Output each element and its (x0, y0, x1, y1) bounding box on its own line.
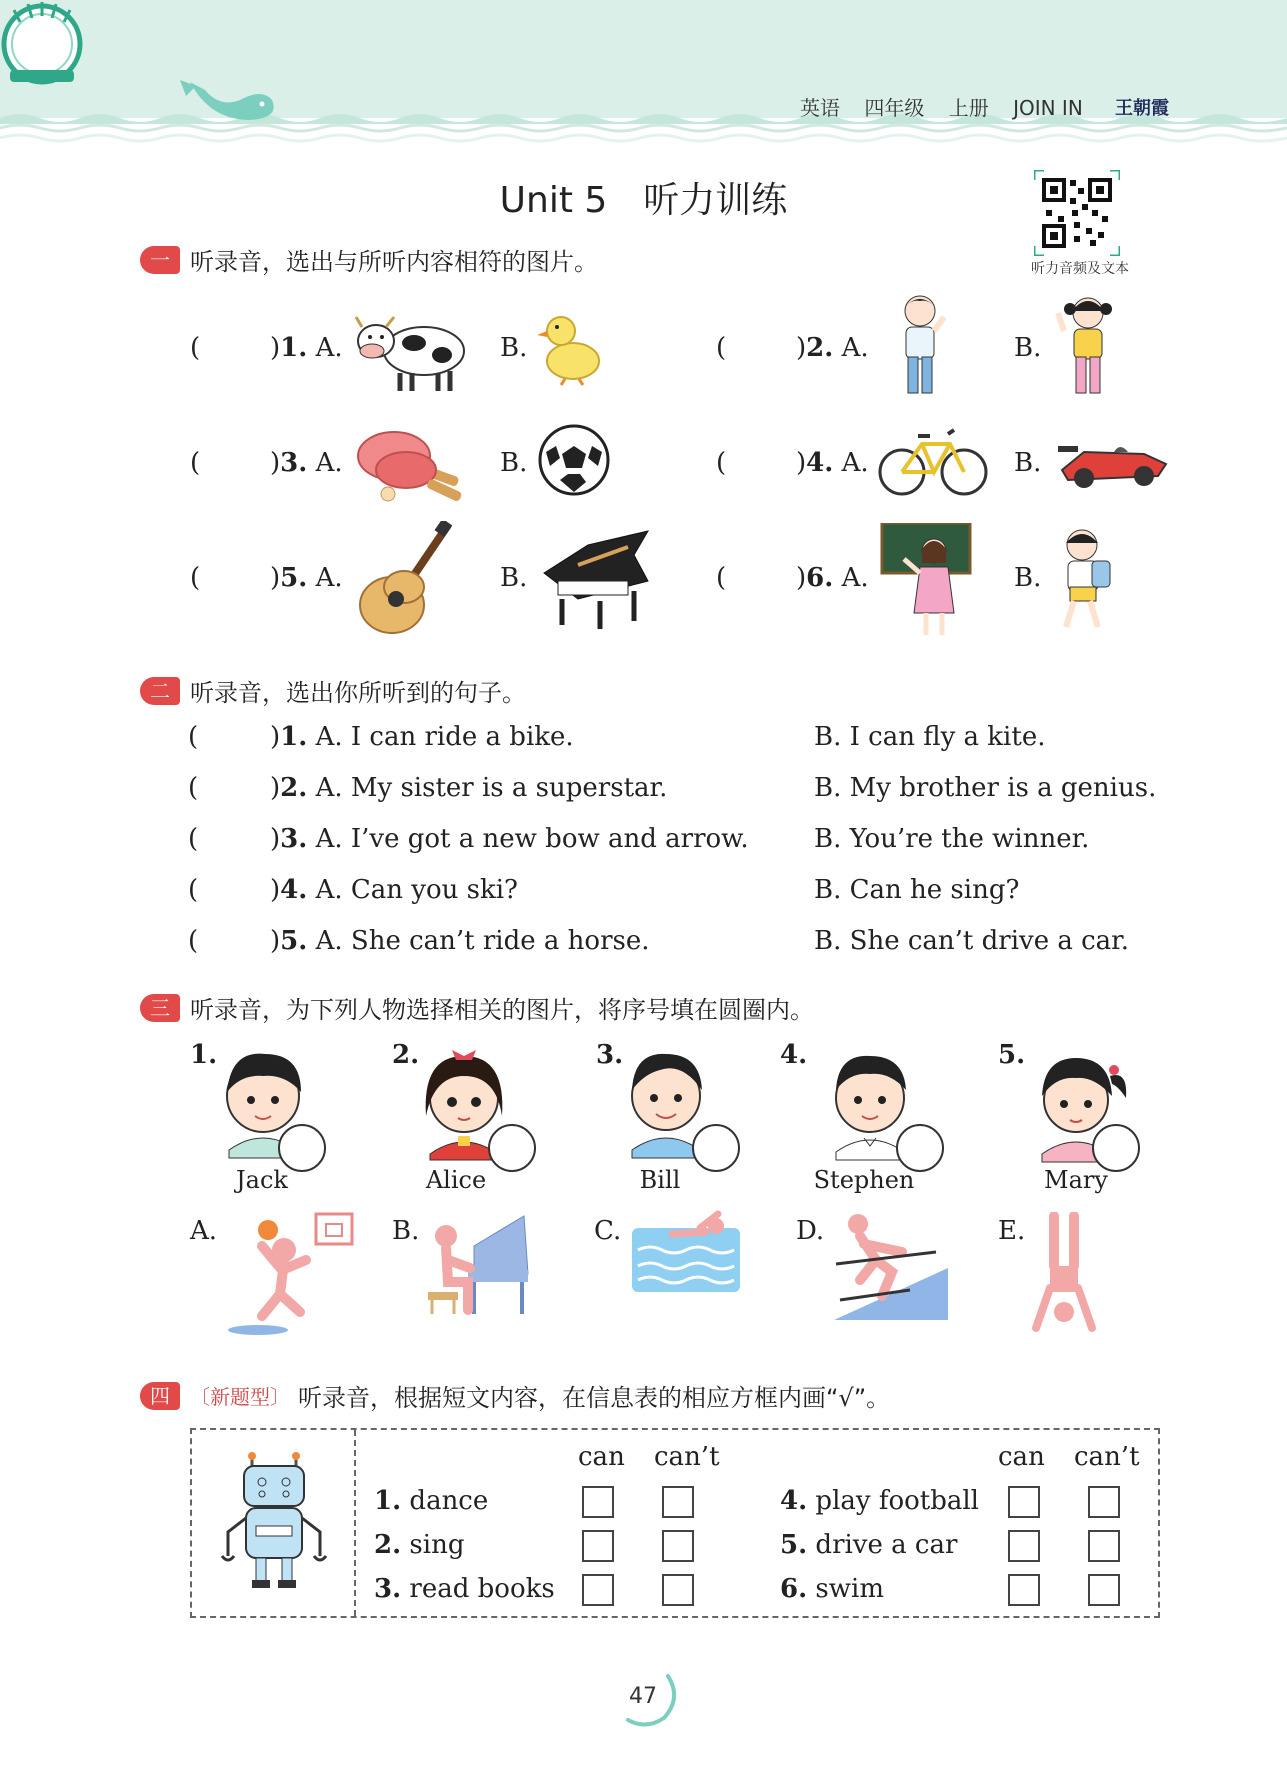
cant-checkbox[interactable] (662, 1574, 694, 1606)
header-volume: 上册 (948, 96, 989, 120)
part1-heading (140, 242, 598, 277)
can-checkbox[interactable] (582, 1486, 614, 1518)
brand-seal-icon (0, 0, 84, 90)
option-a: A. Can you ski? (315, 875, 518, 905)
answer-circle[interactable] (896, 1124, 944, 1172)
student-icon[interactable] (1052, 525, 1116, 637)
header-edition: JOIN IN (1013, 96, 1083, 120)
boy-waving-icon[interactable] (890, 291, 950, 401)
part1-item-1-b: B. (500, 333, 528, 363)
new-question-type-tag: 〔新题型〕 (190, 1385, 290, 1409)
part1-item-3: )3. A. (270, 448, 343, 478)
answer-blank[interactable]: ( (716, 563, 727, 593)
activity-row: 4. play football (780, 1486, 979, 1516)
part4-heading (140, 1378, 890, 1413)
cant-checkbox[interactable] (662, 1486, 694, 1518)
part2-instruction: 听录音，选出你所听到的句子。 (190, 679, 526, 707)
person-name: Alice (425, 1166, 487, 1194)
duck-icon[interactable] (535, 307, 605, 387)
ability-info-table (190, 1428, 1160, 1618)
column-header-cant: can’t (1074, 1442, 1140, 1472)
person-number: 3. (596, 1040, 624, 1070)
person-name: Jack (236, 1166, 288, 1194)
header-grade: 四年级 (864, 96, 925, 120)
race-car-icon[interactable] (1054, 430, 1174, 494)
header-wave-band (0, 0, 1287, 150)
answer-blank[interactable]: ( (190, 563, 201, 593)
column-header-cant: can’t (654, 1442, 720, 1472)
part1-instruction: 听录音，选出与所听内容相符的图片。 (190, 248, 598, 276)
cant-checkbox[interactable] (1088, 1574, 1120, 1606)
header-book-info (800, 92, 1101, 121)
answer-circle[interactable] (1092, 1124, 1140, 1172)
answer-blank[interactable]: ( (716, 448, 727, 478)
answer-blank[interactable]: ( (188, 722, 199, 752)
part1-item-6-b: B. (1014, 563, 1042, 593)
can-checkbox[interactable] (582, 1574, 614, 1606)
part3-number: 三 (140, 994, 180, 1022)
page-number: 47 (629, 1684, 657, 1709)
answer-blank[interactable]: ( (190, 333, 201, 363)
option-b: B. My brother is a genius. (814, 773, 1157, 803)
can-checkbox[interactable] (582, 1530, 614, 1562)
part2-heading (140, 673, 526, 708)
answer-blank[interactable]: ( (188, 824, 199, 854)
option-b: B. You’re the winner. (814, 824, 1090, 854)
part1-item-4: )4. A. (796, 448, 869, 478)
activity-row: 5. drive a car (780, 1530, 958, 1560)
handstand-icon (1030, 1212, 1100, 1336)
part1-item-1: )1. A. (270, 333, 343, 363)
part1-row-2 (0, 410, 1287, 520)
person-name: Stephen (813, 1166, 915, 1194)
robot-cell (192, 1430, 356, 1616)
answer-circle[interactable] (488, 1124, 536, 1172)
piano-player-icon (424, 1210, 534, 1320)
person-name: Mary (1044, 1166, 1108, 1194)
part1-number: 一 (140, 246, 180, 274)
part2-question: ( )4. A. Can you ski? B. Can he sing? (188, 875, 1020, 905)
person-number: 4. (780, 1040, 808, 1070)
option-b: B. I can fly a kite. (814, 722, 1046, 752)
activity-label: D. (796, 1216, 825, 1246)
activity-row: 6. swim (780, 1574, 884, 1604)
part3-instruction: 听录音，为下列人物选择相关的图片，将序号填在圆圈内。 (190, 996, 814, 1024)
activity-label: A. (190, 1216, 218, 1246)
column-header-can: can (578, 1442, 625, 1472)
basketball-icon (222, 1210, 356, 1336)
qr-caption: 听力音频及文本 (1031, 261, 1129, 277)
part1-item-6: )6. A. (796, 563, 869, 593)
activity-row: 2. sing (374, 1530, 465, 1560)
option-a: A. My sister is a superstar. (315, 773, 668, 803)
column-header-can: can (998, 1442, 1045, 1472)
page-title: Unit 5 听力训练 (499, 180, 788, 221)
bicycle-icon[interactable] (878, 420, 988, 500)
part1-item-4-b: B. (1014, 448, 1042, 478)
option-a: A. I’ve got a new bow and arrow. (315, 824, 749, 854)
can-checkbox[interactable] (1008, 1530, 1040, 1562)
girl-waving-icon[interactable] (1054, 291, 1124, 401)
answer-blank[interactable]: ( (188, 875, 199, 905)
part1-item-5-b: B. (500, 563, 528, 593)
person-number: 1. (190, 1040, 218, 1070)
activity-row: 1. dance (374, 1486, 489, 1516)
cant-checkbox[interactable] (1088, 1530, 1120, 1562)
part3-heading (140, 990, 814, 1025)
person-number: 2. (392, 1040, 420, 1070)
option-a: A. I can ride a bike. (315, 722, 574, 752)
cant-checkbox[interactable] (662, 1530, 694, 1562)
page-header (0, 0, 1287, 150)
answer-blank[interactable]: ( (190, 448, 201, 478)
part4-instruction: 听录音，根据短文内容，在信息表的相应方框内画“√”。 (298, 1384, 891, 1412)
part1-item-2: )2. A. (796, 333, 869, 363)
answer-blank[interactable]: ( (188, 926, 199, 956)
cant-checkbox[interactable] (1088, 1486, 1120, 1518)
part1-row-1 (0, 295, 1287, 405)
can-checkbox[interactable] (1008, 1486, 1040, 1518)
option-b: B. Can he sing? (814, 875, 1020, 905)
part2-question: ( )1. A. I can ride a bike. B. I can fly a kite. (188, 722, 1046, 752)
activity-label: C. (594, 1216, 622, 1246)
part1-row-3 (0, 525, 1287, 635)
part1-item-5: )5. A. (270, 563, 343, 593)
ping-pong-paddles-icon[interactable] (350, 426, 470, 506)
swimmer-icon (630, 1210, 742, 1294)
can-checkbox[interactable] (1008, 1574, 1040, 1606)
guitar-icon[interactable] (352, 521, 452, 639)
brand-name: 王朝霞 (1115, 98, 1169, 119)
cow-icon[interactable] (350, 301, 470, 397)
part1-item-2-b: B. (1014, 333, 1042, 363)
answer-blank[interactable]: ( (716, 333, 727, 363)
person-number: 5. (998, 1040, 1026, 1070)
soccer-ball-icon[interactable] (536, 422, 612, 498)
skier-icon (830, 1208, 954, 1326)
option-b: B. She can’t drive a car. (814, 926, 1130, 956)
teacher-icon[interactable] (880, 523, 972, 639)
piano-icon[interactable] (538, 525, 658, 633)
option-a: A. She can’t ride a horse. (315, 926, 650, 956)
answer-blank[interactable]: ( (188, 773, 199, 803)
part2-question: ( )5. A. She can’t ride a horse. B. She can’t drive a car. (188, 926, 1130, 956)
answer-circle[interactable] (278, 1124, 326, 1172)
person-name: Bill (639, 1166, 681, 1194)
part2-number: 二 (140, 677, 180, 705)
activity-row: 3. read books (374, 1574, 555, 1604)
part1-item-3-b: B. (500, 448, 528, 478)
answer-circle[interactable] (692, 1124, 740, 1172)
part2-question: ( )2. A. My sister is a superstar. B. My brother is a genius. (188, 773, 1157, 803)
activity-label: B. (392, 1216, 420, 1246)
activity-label: E. (998, 1216, 1026, 1246)
header-subject: 英语 (800, 96, 840, 120)
qr-code-icon[interactable] (1034, 170, 1120, 256)
part4-number: 四 (140, 1382, 180, 1410)
robot-icon (214, 1452, 334, 1592)
part2-question: ( )3. A. I’ve got a new bow and arrow. B. You’re the winner. (188, 824, 1090, 854)
